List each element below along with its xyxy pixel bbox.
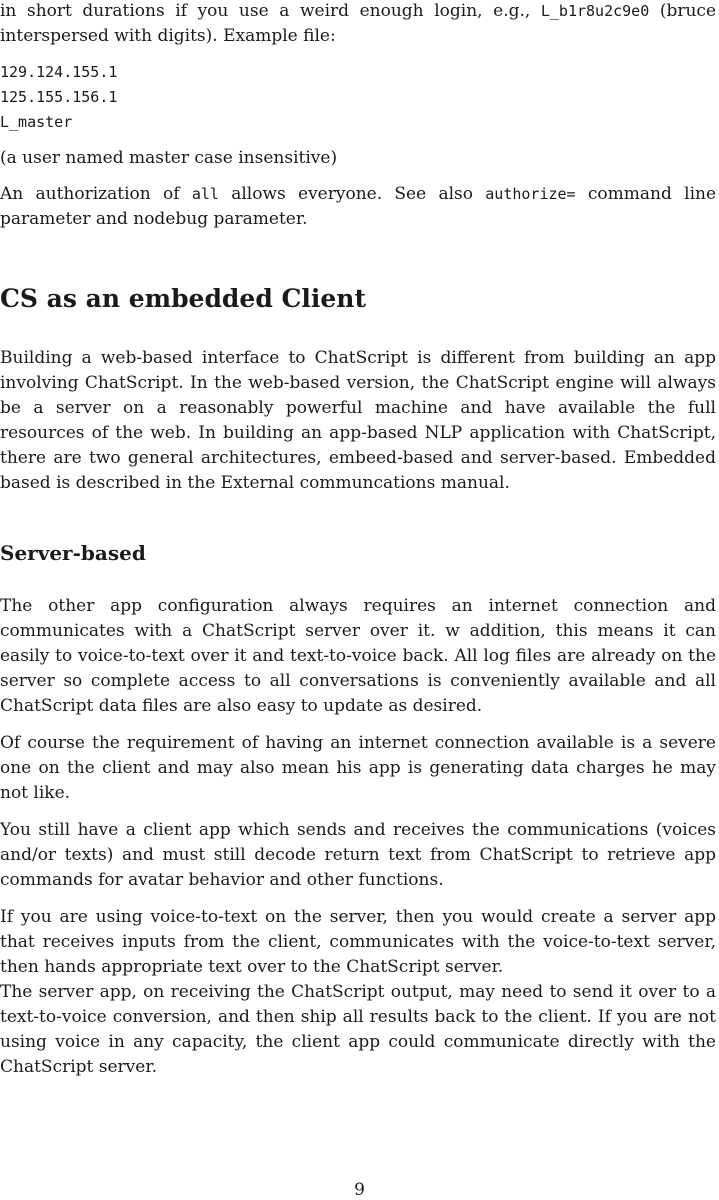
- intro-text-a: in short durations if you use a weird enough login, e.g.,: [0, 1, 541, 21]
- code-line-1: 129.124.155.1: [0, 63, 118, 81]
- all-code: all: [191, 185, 219, 203]
- server-paragraph-2: Of course the requirement of having an internet connection available is a severe one on the client and may also mean his app is generating data charges he may not like.: [0, 733, 716, 803]
- login-example-code: L_b1r8u2c9e0: [540, 2, 650, 20]
- subsection-heading: Server-based: [0, 541, 146, 565]
- section-heading: CS as an embedded Client: [0, 284, 367, 313]
- auth-text-b: allows everyone. See also: [218, 184, 486, 204]
- server-paragraph-1: The other app configuration always requires an internet connection and communicates with a ChatScript server over it. w addition, this means it can easily to voice-to-text over it and text-to-voice back. All log files are already on the server so complete access to all conversations is conveniently available and all ChatScript data files are also easy to update as desired.: [0, 596, 716, 716]
- intro-paragraph: [0, 0, 716, 49]
- auth-text-a: An authorization of: [0, 184, 192, 204]
- code-line-2: 125.155.156.1: [0, 88, 118, 106]
- page-number: 9: [354, 1180, 365, 1200]
- note-paragraph: (a user named master case insensitive): [0, 148, 338, 168]
- auth-text-c: command line parameter and nodebug parameter.: [0, 184, 717, 229]
- server-paragraph-5: The server app, on receiving the ChatScript output, may need to send it over to a text-to-voice conversion, and then ship all results back to the client. If you are not using voice in any capacity, the client app could communicate directly with the ChatScript server.: [0, 982, 716, 1077]
- authorize-code: authorize=: [485, 185, 576, 203]
- server-paragraph-4: If you are using voice-to-text on the server, then you would create a server app that receives inputs from the client, communicates with the voice-to-text server, then hands appropriate text over to the ChatScript server.: [0, 907, 716, 977]
- authorization-paragraph: [0, 182, 716, 232]
- server-paragraph-3: You still have a client app which sends and receives the communications (voices and/or texts) and must still decode return text from ChatScript to retrieve app commands for avatar behavior and other functions.: [0, 820, 716, 890]
- code-line-3: L_master: [0, 113, 73, 131]
- intro-text-b: (bruce interspersed with digits). Example file:: [0, 1, 717, 46]
- section-paragraph: Building a web-based interface to ChatScript is different from building an app involving ChatScript. In the web-based version, the ChatScript engine will always be a server on a reasonably powerful machine and have available the full resources of the web. In building an app-based NLP application with ChatScript, there are two general architectures, embeed-based and server-based. Embedded based is described in the External communcations manual.: [0, 348, 716, 493]
